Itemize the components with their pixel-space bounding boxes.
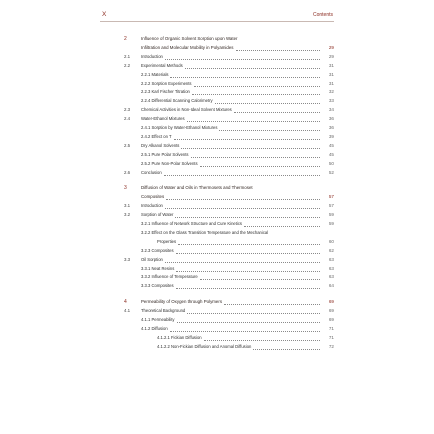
toc-entry-title: 3.3.1 Neat Resins bbox=[141, 265, 175, 271]
toc-entry-title: Conclusion bbox=[141, 169, 162, 175]
toc-leader-dots bbox=[224, 302, 320, 305]
toc-entry[interactable] bbox=[0, 274, 434, 282]
toc-page-number: 32 bbox=[328, 89, 334, 95]
toc-page-number: 33 bbox=[328, 98, 334, 104]
toc-entry-number: 4 bbox=[124, 299, 127, 306]
toc-entry-title: 2.2.1 Materials bbox=[141, 71, 169, 77]
toc-chapter-entry[interactable] bbox=[0, 45, 434, 53]
toc-page-number: 63 bbox=[328, 274, 334, 280]
toc-entry-title: 3.3.2 Influence of Temperature bbox=[141, 274, 198, 280]
toc-entry-title: 4.1.2.2 Non-Fickian Diffusion and Anomal Diffusion bbox=[157, 343, 252, 349]
toc-entry[interactable] bbox=[0, 248, 434, 256]
toc-page-number: 31 bbox=[328, 80, 334, 86]
toc-entry-number: 2 bbox=[124, 36, 127, 42]
toc-entry[interactable] bbox=[0, 326, 434, 334]
toc-leader-dots bbox=[204, 338, 320, 341]
toc-leader-dots bbox=[170, 75, 320, 78]
toc-entry-title: Experimental Methods bbox=[141, 62, 183, 68]
toc-leader-dots bbox=[165, 260, 320, 263]
toc-entry[interactable] bbox=[0, 152, 434, 160]
toc-entry-title: 2.4.1 Sorption by Water-Ethanol Mixtures bbox=[141, 125, 218, 130]
toc-entry-title: 2.2.4 Differential Scanning Calorimetry bbox=[141, 98, 213, 104]
running-title: Contents bbox=[313, 12, 334, 18]
toc-leader-dots bbox=[194, 84, 320, 87]
toc-page-number: 69 bbox=[328, 299, 334, 305]
toc-page-number: 29 bbox=[328, 44, 334, 50]
toc-leader-dots bbox=[178, 242, 320, 245]
toc-page-number: 36 bbox=[328, 125, 334, 130]
toc-entry[interactable] bbox=[0, 170, 434, 178]
toc-page-number: 57 bbox=[328, 194, 334, 200]
toc-entry[interactable] bbox=[0, 203, 434, 211]
toc-page-number: 59 bbox=[328, 212, 334, 218]
toc-entry-title: Infiltration and Molecular Mobility in Polyamides bbox=[141, 44, 234, 50]
toc-chapter-entry[interactable] bbox=[0, 194, 434, 202]
toc-entry-title: 2.2.3 Karl Fischer Titration bbox=[141, 89, 190, 95]
toc-entry-number: 4.1 bbox=[124, 308, 131, 314]
toc-entry[interactable] bbox=[0, 107, 434, 115]
toc-leader-dots bbox=[177, 320, 320, 323]
toc-entry[interactable] bbox=[0, 266, 434, 274]
toc-leader-dots bbox=[253, 347, 320, 350]
toc-entry[interactable] bbox=[0, 143, 434, 151]
toc-entry[interactable] bbox=[0, 134, 434, 142]
toc-entry-title: Composites bbox=[141, 194, 165, 200]
toc-entry-title: 2.2.2 Sorption Experiments bbox=[141, 80, 192, 86]
toc-entry-title: Oil Sorption bbox=[141, 256, 163, 262]
toc-entry[interactable] bbox=[0, 98, 434, 106]
toc-page-number: 52 bbox=[328, 169, 334, 175]
toc-entry-number: 2.2 bbox=[124, 62, 131, 68]
toc-page-number: 69 bbox=[328, 317, 334, 322]
toc-chapter-entry[interactable] bbox=[0, 36, 434, 44]
toc-entry[interactable] bbox=[0, 72, 434, 80]
toc-entry[interactable] bbox=[0, 344, 434, 352]
toc-entry-number: 3.3 bbox=[124, 256, 131, 262]
toc-entry-title: 3.2.1 Influence of Network Structure and Cure Kinetics bbox=[141, 221, 243, 226]
toc-entry-number: 3.2 bbox=[124, 212, 131, 218]
toc-entry-title: Diffusion of Water and Oils in Thermosets and Thermoset bbox=[141, 185, 253, 191]
toc-entry-title: Chemical Activities in Non-Ideal Solvent Mixtures bbox=[141, 107, 232, 113]
toc-entry-title: 2.5.2 Pure Non-Polar Solvents bbox=[141, 160, 198, 166]
toc-entry[interactable] bbox=[0, 161, 434, 169]
toc-page-number: 69 bbox=[328, 308, 334, 314]
toc-entry[interactable] bbox=[0, 81, 434, 89]
toc-entry[interactable] bbox=[0, 239, 434, 247]
toc-leader-dots bbox=[185, 66, 320, 69]
toc-leader-dots bbox=[164, 173, 320, 176]
toc-chapter-entry[interactable] bbox=[0, 299, 434, 307]
toc-leader-dots bbox=[175, 215, 320, 218]
toc-entry[interactable] bbox=[0, 221, 434, 229]
toc-entry-title: 3.2.3 Composites bbox=[141, 247, 174, 253]
toc-page-number: 34 bbox=[328, 107, 334, 113]
toc-page-number: 62 bbox=[328, 247, 334, 253]
toc-page-number: 57 bbox=[328, 203, 334, 209]
toc-page-number: 60 bbox=[328, 238, 334, 244]
toc-entry[interactable] bbox=[0, 230, 434, 238]
toc-page-number: 45 bbox=[328, 142, 334, 148]
toc-leader-dots bbox=[200, 277, 320, 280]
toc-entry-number: 2.4 bbox=[124, 116, 131, 122]
toc-entry-title: Introduction bbox=[141, 53, 163, 59]
toc-entry-title: Theoretical Background bbox=[141, 308, 186, 314]
toc-entry-number: 3.1 bbox=[124, 203, 131, 209]
toc-entry-title: 3.2.2 Effect on the Glass Transition Temperature and the Mechanical bbox=[141, 229, 269, 235]
toc-entry-number: 2.6 bbox=[124, 169, 131, 175]
toc-page-number: 71 bbox=[328, 334, 334, 340]
toc-leader-dots bbox=[170, 329, 320, 332]
toc-page-number: 72 bbox=[328, 343, 334, 349]
toc-leader-dots bbox=[176, 269, 320, 272]
toc-entry-number: 2.1 bbox=[124, 53, 131, 59]
toc-entry-title: 4.1.1 Permeability bbox=[141, 317, 175, 322]
toc-leader-dots bbox=[166, 197, 320, 200]
toc-entry-title: Influence of Organic Solvent Sorption upon Water bbox=[141, 36, 238, 41]
toc-leader-dots bbox=[244, 224, 320, 227]
toc-entry[interactable] bbox=[0, 317, 434, 325]
toc-chapter-entry[interactable] bbox=[0, 185, 434, 193]
toc-entry[interactable] bbox=[0, 257, 434, 265]
header-rule bbox=[100, 21, 334, 22]
toc-entry-title: 2.5.1 Pure Polar Solvents bbox=[141, 151, 189, 157]
toc-page-number: 63 bbox=[328, 265, 334, 271]
toc-page-number: 31 bbox=[328, 62, 334, 68]
toc-entry-number: 3 bbox=[124, 185, 127, 192]
toc-entry-title: 2.4.2 Effect on T bbox=[141, 133, 172, 139]
toc-entry-title: Sorption of Water bbox=[141, 212, 174, 218]
toc-entry[interactable] bbox=[0, 308, 434, 316]
toc-leader-dots bbox=[176, 251, 320, 254]
toc-leader-dots bbox=[192, 92, 320, 95]
toc-entry[interactable] bbox=[0, 212, 434, 220]
toc-entry-title: 4.1.2.1 Fickian Diffusion bbox=[157, 334, 202, 340]
page-header bbox=[0, 0, 434, 20]
toc-entry-title: Permeability of Oxygen through Polymers bbox=[141, 299, 223, 305]
toc-page-number: 64 bbox=[328, 283, 334, 289]
toc-page-number: 29 bbox=[328, 53, 334, 59]
toc-entry[interactable] bbox=[0, 335, 434, 343]
toc-entry[interactable] bbox=[0, 283, 434, 291]
toc-page-number: 63 bbox=[328, 256, 334, 262]
toc-entry-title: Water-Ethanol Mixtures bbox=[141, 116, 185, 122]
toc-leader-dots bbox=[215, 101, 320, 104]
toc-entry-number: 2.3 bbox=[124, 107, 131, 113]
toc-leader-dots bbox=[234, 110, 320, 113]
toc-entry-title: 3.3.3 Composites bbox=[141, 283, 174, 289]
toc-leader-dots bbox=[165, 57, 320, 60]
toc-page-number: 45 bbox=[328, 151, 334, 157]
toc-entry[interactable] bbox=[0, 125, 434, 133]
toc-leader-dots bbox=[174, 137, 320, 140]
toc-leader-dots bbox=[187, 119, 320, 122]
toc-leader-dots bbox=[191, 155, 320, 158]
toc-entry-title: 4.1.2 Diffusion bbox=[141, 325, 168, 331]
toc-leader-dots bbox=[236, 48, 320, 51]
toc-leader-dots bbox=[187, 311, 320, 314]
toc-leader-dots bbox=[165, 206, 320, 209]
toc-entry[interactable] bbox=[0, 63, 434, 71]
toc-leader-dots bbox=[181, 146, 320, 149]
toc-page-number: 59 bbox=[328, 221, 334, 226]
toc-leader-dots bbox=[200, 164, 320, 167]
toc-page-number: 71 bbox=[328, 325, 334, 331]
toc-entry[interactable] bbox=[0, 116, 434, 124]
toc-page-number: 39 bbox=[328, 133, 334, 139]
toc-leader-dots bbox=[219, 128, 320, 131]
toc-entry-title: Properties bbox=[157, 238, 177, 244]
toc-page-number: 36 bbox=[328, 116, 334, 122]
page-number: X bbox=[102, 11, 107, 18]
toc-entry[interactable] bbox=[0, 89, 434, 97]
toc-entry-number: 2.5 bbox=[124, 142, 131, 148]
toc-entry[interactable] bbox=[0, 54, 434, 62]
toc-entry-title: Dry Alkanol Solvents bbox=[141, 142, 180, 148]
toc-entry-title: Introduction bbox=[141, 203, 163, 209]
toc-page-number: 31 bbox=[328, 71, 334, 77]
toc-leader-dots bbox=[176, 286, 320, 289]
toc-page-number: 50 bbox=[328, 160, 334, 166]
